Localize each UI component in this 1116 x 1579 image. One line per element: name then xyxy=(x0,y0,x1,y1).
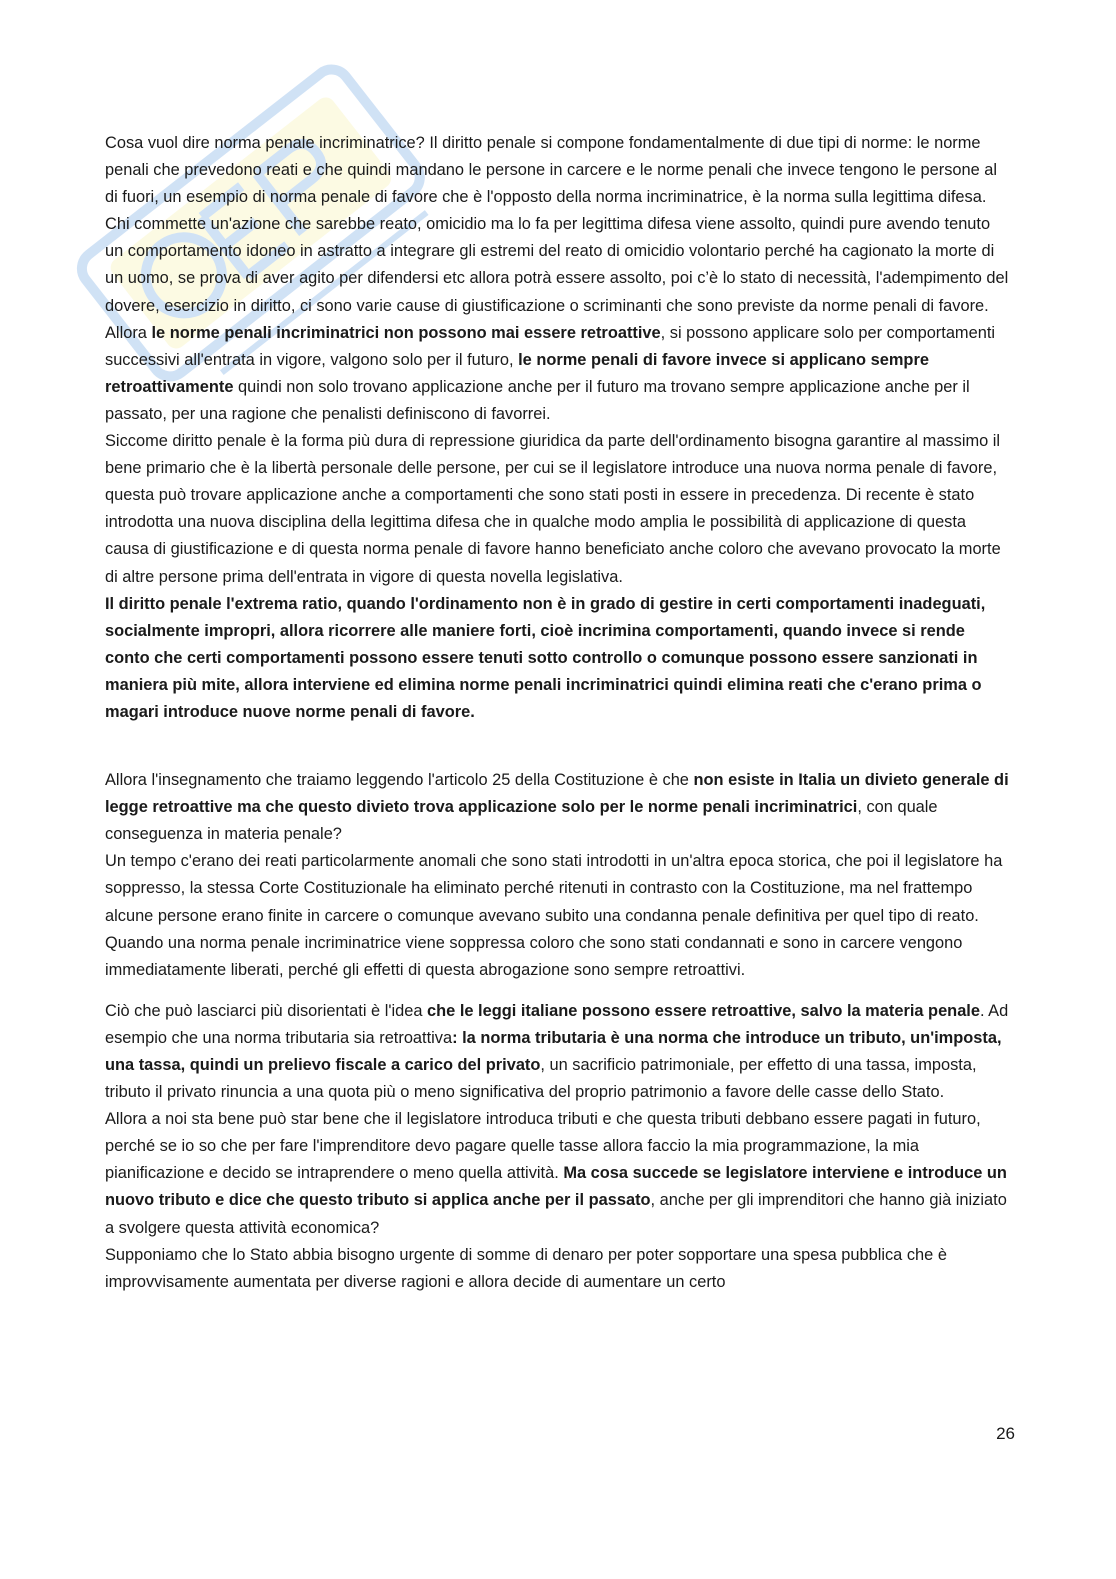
paragraph xyxy=(105,320,1010,428)
text-run: Ciò che può lasciarci più disorientati è l'idea xyxy=(105,1001,428,1020)
text-run: Allora xyxy=(105,323,152,342)
paragraph xyxy=(105,998,1010,1106)
paragraph xyxy=(105,428,1010,591)
text-run: Un tempo c'erano dei reati particolarmente anomali che sono stati introdotti in un'altra epoca storica, che poi il legislatore ha soppresso, la stessa Corte Costituzionale ha eliminato perché ritenuti in contrasto con la Costituzione, ma nel frattempo alcune persone erano finite in carcere o comunque avevano subito una condanna penale definitiva per quel tipo di reato. xyxy=(105,852,1003,925)
text-run: , anche per gli imprenditori che hanno già iniziato a svolgere questa attività economica? xyxy=(105,1191,1007,1237)
paragraph xyxy=(105,848,1010,929)
text-run: Allora a noi sta bene può star bene che il legislatore introduca tributi e che questa tributi debbano essere pagati in futuro, perché se io so che per fare l'imprenditore devo pagare quelle tasse allora faccio la mia programmazione, la mia pianificazione e decido se intraprendere o meno quella attività. xyxy=(105,1110,981,1183)
bold-text-run: Il diritto penale l'extrema ratio, quando l'ordinamento non è in grado di gestire in certi comportamenti inadeguati, socialmente impropri, allora ricorrere alle maniere forti, cioè incrimina comportamenti, quando invece si rende conto che certi comportamenti possono essere tenuti sotto controllo o comunque possono essere sanzionati in maniera più mite, allora interviene ed elimina norme penali incriminatrici quindi elimina reati che c'erano prima o magari introduce nuove norme penali di favore. xyxy=(105,594,986,721)
bold-text-run: Ma cosa succede se legislatore interviene e introduce un nuovo tributo e dice che questo tributo si applica anche per il passato xyxy=(105,1164,1007,1210)
text-run: , con quale conseguenza in materia penale? xyxy=(105,798,938,844)
text-run: Allora l'insegnamento che traiamo leggendo l'articolo 25 della Costituzione è che xyxy=(105,771,694,790)
paragraph xyxy=(105,1106,1010,1241)
text-run: Cosa vuol dire norma penale incriminatrice? Il diritto penale si compone fondamentalmente di due tipi di norme: le norme penali che prevedono reati e che quindi mandano le persone in carcere e le norme penali che invece tengono le persone al di fuori, un esempio di norma penale di favore che è l'opposto della norma incriminatrice, è la norma sulla legittima difesa. Chi commette un'azione che sarebbe reato, omicidio ma lo fa per legittima difesa viene assolto, quindi pure avendo tenuto un comportamento idoneo in astratto a integrare gli estremi del reato di omicidio volontario perché ha cagionato la morte di un uomo, se prova di aver agito per difendersi etc allora potrà essere assolto, poi c’è lo stato di necessità, l'adempimento del dovere, esercizio in diritto, ci sono varie cause di giustificazione o scriminanti che sono previste da norme penali di favore. xyxy=(105,134,1009,315)
paragraph xyxy=(105,591,1010,726)
document-body xyxy=(105,130,1010,1296)
text-run: , un sacrificio patrimoniale, per effetto di una tassa, imposta, tributo il privato rinuncia a una quota più o meno significativa del proprio patrimonio a favore delle casse dello Stato. xyxy=(105,1056,977,1102)
text-run: Supponiamo che lo Stato abbia bisogno urgente di somme di denaro per poter sopportare una spesa pubblica che è improvvisamente aumentata per diverse ragioni e allora decide di aumentare un certo xyxy=(105,1245,947,1291)
text-run: , si possono applicare solo per comportamenti successivi all'entrata in vigore, valgono solo per il futuro, xyxy=(105,323,996,369)
paragraph xyxy=(105,767,1010,848)
text-run: quindi non solo trovano applicazione anche per il futuro ma trovano sempre applicazione anche per il passato, per una ragione che penalisti definiscono di favorrei. xyxy=(105,377,970,423)
text-run: . Ad esempio che una norma tributaria sia retroattiva xyxy=(105,1001,1009,1047)
bold-text-run: le norme penali incriminatrici non possono mai essere retroattive xyxy=(151,323,661,342)
paragraph xyxy=(105,930,1010,984)
bold-text-run: che le leggi italiane possono essere retroattive, salvo la materia penale xyxy=(427,1001,980,1020)
paragraph xyxy=(105,130,1010,320)
spacer xyxy=(105,726,1010,767)
page-number: 26 xyxy=(996,1424,1015,1443)
text-run: Quando una norma penale incriminatrice viene soppressa coloro che sono stati condannati e sono in carcere vengono immediatamente liberati, perché gli effetti di questa abrogazione sono sempre retroattivi. xyxy=(105,933,963,979)
bold-text-run: non esiste in Italia un divieto generale di legge retroattive ma che questo divieto trova applicazione solo per le norme penali incriminatrici xyxy=(105,771,1009,817)
text-run: Siccome diritto penale è la forma più dura di repressione giuridica da parte dell'ordinamento bisogna garantire al massimo il bene primario che è la libertà personale delle persone, per cui se il legislatore introduce una nuova norma penale di favore, questa può trovare applicazione anche a comportamenti che sono stati posti in essere in precedenza. Di recente è stato introdotta una nuova disciplina della legittima difesa che in qualche modo amplia le possibilità di applicazione di questa causa di giustificazione e di questa norma penale di favore hanno beneficiato anche coloro che avevano provocato la morte di altre persone prima dell'entrata in vigore di questa novella legislativa. xyxy=(105,432,1001,586)
paragraph xyxy=(105,1242,1010,1296)
bold-text-run: le norme penali di favore invece si applicano sempre retroattivamente xyxy=(105,350,929,396)
bold-text-run: : la norma tributaria è una norma che introduce un tributo, un'imposta, una tassa, quindi un prelievo fiscale a carico del privato xyxy=(105,1028,1002,1074)
spacer xyxy=(105,984,1010,998)
